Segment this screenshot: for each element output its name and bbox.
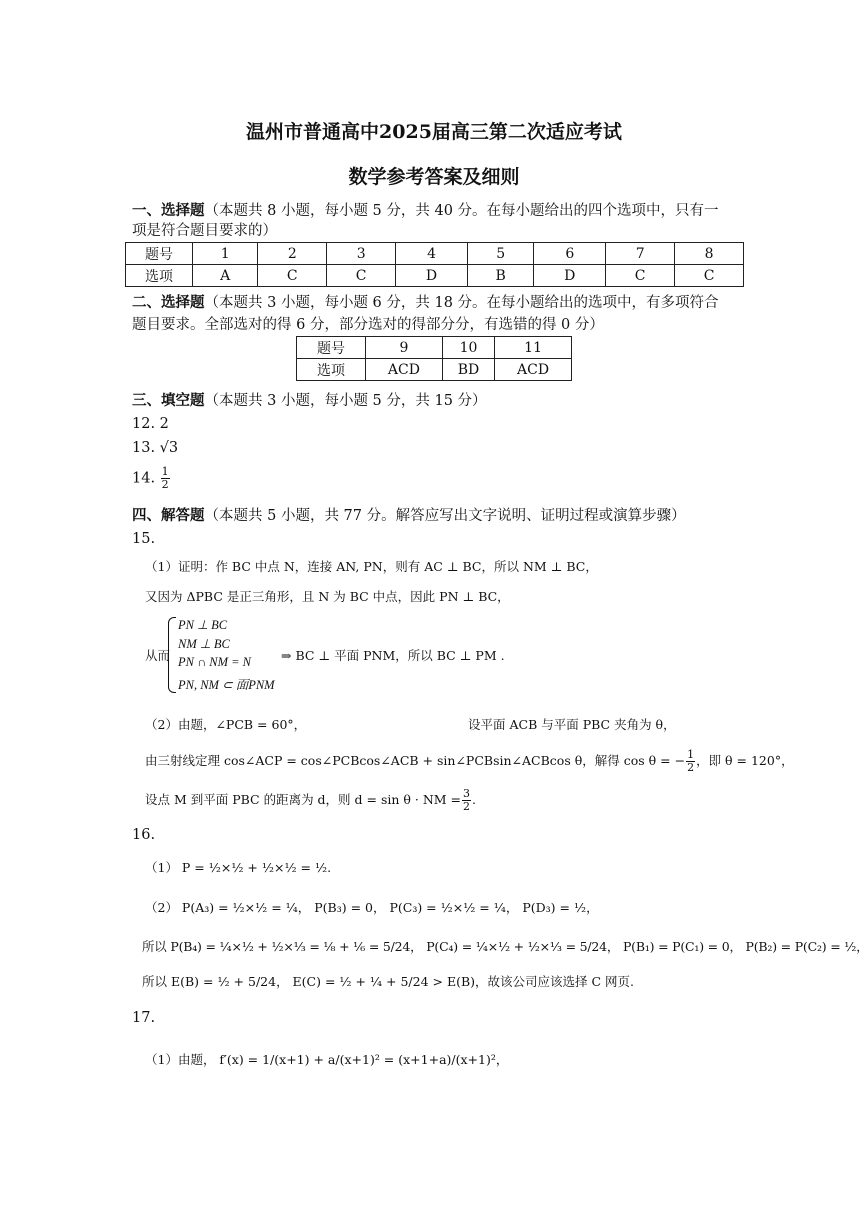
numerator: 3 <box>463 787 471 800</box>
q15-conclusion: ⇒ BC ⊥ 平面 PNM，所以 BC ⊥ PM . <box>281 648 505 663</box>
q15-line2: 又因为 ΔPBC 是正三角形，且 N 为 BC 中点，因此 PN ⊥ BC， <box>145 589 510 604</box>
q15-part2-a: （2）由题，∠PCB = 60°， <box>145 717 307 732</box>
table-cell: D <box>396 265 468 287</box>
row-label-answer: 选项 <box>297 359 366 381</box>
numerator: 1 <box>161 465 169 478</box>
table-cell: C <box>258 265 327 287</box>
section2-answer-table <box>296 336 572 381</box>
period: . <box>472 792 477 807</box>
table-cell: 11 <box>495 337 572 359</box>
answer-13 <box>132 436 178 461</box>
section1-desc-line1: （本题共 8 小题，每小题 5 分，共 40 分。在每小题给出的四个选项中，只有一 <box>204 203 719 219</box>
section3-line <box>132 388 487 414</box>
table-row <box>297 359 572 381</box>
table-cell: 7 <box>606 243 675 265</box>
section3-desc: （本题共 3 小题，每小题 5 分，共 15 分） <box>204 393 487 409</box>
section2-desc-line2: 题目要求。全部选对的得 6 分，部分选对的得部分分，有选错的得 0 分） <box>132 317 604 333</box>
system-line-3: PN ∩ NM = N <box>178 655 252 669</box>
table-cell: 3 <box>327 243 396 265</box>
q15-part2-b: 设平面 ACB 与平面 PBC 夹角为 θ， <box>468 717 676 732</box>
cos-equation-tail: ，即 θ = 120°， <box>696 753 794 768</box>
table-row <box>297 337 572 359</box>
answer-14 <box>132 466 171 492</box>
q16-number: 16. <box>132 827 156 843</box>
system-line-2: NM ⊥ BC <box>178 637 230 651</box>
question-number: 13. <box>132 440 156 456</box>
exam-title: 温州市普通高中2025届高三第二次适应考试 <box>246 121 622 143</box>
answer-12: 12. 2 <box>132 416 169 432</box>
numerator: 1 <box>687 748 695 761</box>
q15-line1: （1）证明：作 BC 中点 N，连接 AN, PN，则有 AC ⊥ BC，所以 NM ⊥ BC， <box>145 559 598 574</box>
table-row <box>126 265 744 287</box>
fraction-half <box>161 466 170 491</box>
table-cell: 1 <box>193 243 258 265</box>
section1-desc-line2: 项是符合题目要求的） <box>132 223 277 239</box>
q17-part1: （1）由题， f′(x) = 1/(x+1) + a/(x+1)² = (x+1+a)/(x+1)²， <box>145 1052 509 1067</box>
section2-desc-line1: （本题共 3 小题，每小题 6 分，共 18 分。在每小题给出的选项中，有多项符合 <box>204 295 719 311</box>
section1-heading: 一、选择题 <box>132 202 205 219</box>
section4-heading: 四、解答题 <box>132 507 205 524</box>
fraction-half <box>686 749 695 774</box>
q17-number: 17. <box>132 1010 156 1026</box>
table-cell: 8 <box>675 243 744 265</box>
row-label-number: 题号 <box>297 337 366 359</box>
distance-equation: 设点 M 到平面 PBC 的距离为 d，则 d = sin θ · NM = <box>145 792 462 807</box>
table-cell: BD <box>442 359 494 381</box>
row-label-number: 题号 <box>126 243 193 265</box>
cos-equation: 由三射线定理 cos∠ACP = cos∠PCBcos∠ACB + sin∠PCBsin∠ACBcos θ，解得 cos θ = − <box>145 753 686 768</box>
denominator: 2 <box>161 478 169 491</box>
q15-from-label: 从而 <box>145 648 171 663</box>
table-cell: ACD <box>495 359 572 381</box>
question-number: 14. <box>132 470 156 487</box>
table-cell: 10 <box>442 337 494 359</box>
section4-line <box>132 503 686 529</box>
table-cell: 4 <box>396 243 468 265</box>
table-cell: ACD <box>366 359 443 381</box>
fraction-three-halves <box>462 788 471 813</box>
q15-cos-line <box>145 749 794 774</box>
table-cell: 9 <box>366 337 443 359</box>
q16-part3: 所以 P(B₄) = ¼×½ + ½×⅓ = ⅛ + ⅙ = 5/24， P(C₄) = ¼×½ + ½×⅓ = 5/24， P(B₁) = P(C₁) = 0， P(B₂) = P(C₂) = ½， <box>142 939 868 954</box>
table-cell: B <box>467 265 533 287</box>
row-label-answer: 选项 <box>126 265 193 287</box>
answer-value: √3 <box>159 440 179 456</box>
table-cell: D <box>534 265 606 287</box>
table-cell: C <box>606 265 675 287</box>
table-row <box>126 243 744 265</box>
q15-distance-line <box>145 788 476 813</box>
section3-heading: 三、填空题 <box>132 392 205 409</box>
table-cell: 6 <box>534 243 606 265</box>
table-cell: 2 <box>258 243 327 265</box>
table-cell: 5 <box>467 243 533 265</box>
q16-part2: （2） P(A₃) = ½×½ = ¼， P(B₃) = 0， P(C₃) = ½×½ = ¼， P(D₃) = ½， <box>145 900 599 915</box>
q16-part1: （1） P = ½×½ + ½×½ = ½. <box>145 860 332 875</box>
table-cell: C <box>675 265 744 287</box>
q16-part4: 所以 E(B) = ½ + 5/24， E(C) = ½ + ¼ + 5/24 > E(B)，故该公司应该选择 C 网页. <box>142 974 635 989</box>
section4-desc: （本题共 5 小题，共 77 分。解答应写出文字说明、证明过程或演算步骤） <box>204 508 686 524</box>
q15-number: 15. <box>132 531 156 547</box>
system-line-4: PN, NM ⊂ 面PNM <box>178 678 275 692</box>
section2-heading: 二、选择题 <box>132 294 205 311</box>
exam-subtitle: 数学参考答案及细则 <box>348 166 520 188</box>
section1-answer-table <box>125 242 744 287</box>
system-line-1: PN ⊥ BC <box>178 618 228 632</box>
system-brace <box>168 617 176 693</box>
table-cell: A <box>193 265 258 287</box>
table-cell: C <box>327 265 396 287</box>
denominator: 2 <box>687 761 695 774</box>
denominator: 2 <box>463 800 471 813</box>
